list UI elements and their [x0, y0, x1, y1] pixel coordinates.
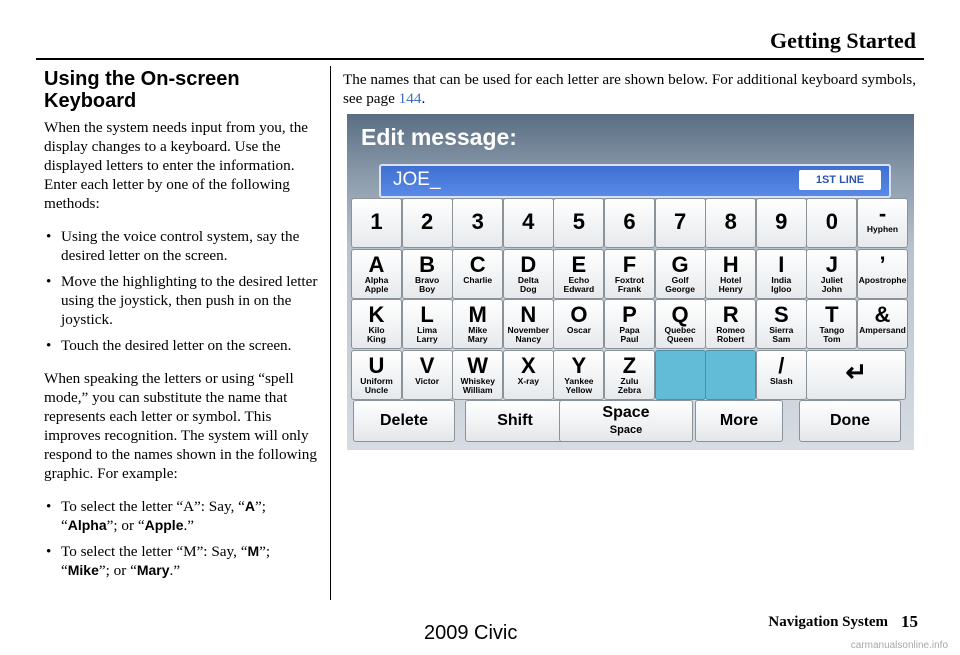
key-uniform[interactable]: U Uniform Uncle	[351, 350, 402, 400]
left-column	[44, 68, 322, 594]
footer-section: Navigation System	[768, 614, 888, 630]
key-alpha[interactable]: A Alpha Apple	[351, 249, 402, 299]
key-hotel[interactable]: H Hotel Henry	[705, 249, 756, 299]
key-quebec[interactable]: Q Quebec Queen	[655, 299, 706, 349]
header-rule	[36, 58, 924, 60]
key-ampersand[interactable]: & Ampersand	[857, 299, 908, 349]
enter-key[interactable]: ↵	[806, 350, 906, 400]
key-8[interactable]: 8	[705, 198, 756, 248]
keyboard-heading: Using the On-screen Keyboard	[44, 68, 240, 112]
key-4[interactable]: 4	[503, 198, 554, 248]
key-lima[interactable]: L Lima Larry	[402, 299, 453, 349]
key-blank[interactable]	[705, 350, 756, 400]
watermark: carmanualsonline.info	[850, 640, 948, 651]
section-title: Getting Started	[769, 28, 916, 53]
key-yankee[interactable]: Y Yankee Yellow	[553, 350, 604, 400]
key-delta[interactable]: D Delta Dog	[503, 249, 554, 299]
shift-button[interactable]: Shift	[465, 400, 565, 442]
key-hyphen[interactable]: - Hyphen	[857, 198, 908, 248]
more-button[interactable]: More	[695, 400, 783, 442]
method-touch: • Touch the desired letter on the screen.	[44, 336, 322, 355]
example-a: • To select the letter “A”: Say, “A”; “Alpha”; or “Apple.”	[44, 497, 322, 535]
space-button[interactable]: Space Space	[559, 400, 693, 442]
example-m: • To select the letter “M”: Say, “M”; “Mike”; or “Mary.”	[44, 542, 322, 580]
key-victor[interactable]: V Victor	[402, 350, 453, 400]
key-2[interactable]: 2	[402, 198, 453, 248]
model-label: 2009 Civic	[424, 622, 518, 644]
key-kilo[interactable]: K Kilo King	[351, 299, 402, 349]
spell-mode-paragraph: When speaking the letters or using “spell mode,” you can substitute the name that represents each letter or symbol. This improves recognition. The system will only respond to the names shown in the following graphic. For example:	[44, 370, 317, 482]
key-november[interactable]: N November Nancy	[503, 299, 554, 349]
method-joystick: • Move the highlighting to the desired letter using the joystick, then push in on the joystick.	[44, 272, 322, 329]
done-button[interactable]: Done	[799, 400, 901, 442]
delete-button[interactable]: Delete	[353, 400, 455, 442]
key-romeo[interactable]: R Romeo Robert	[705, 299, 756, 349]
right-intro: The names that can be used for each letter are shown below. For additional keyboard symbols, see page 144.	[343, 71, 917, 107]
key-apostrophe[interactable]: ’ Apostrophe	[857, 249, 908, 299]
key-echo[interactable]: E Echo Edward	[553, 249, 604, 299]
message-value: JOE_	[393, 169, 441, 190]
message-input[interactable]	[379, 164, 891, 198]
page-number: 15	[901, 612, 918, 631]
key-3[interactable]: 3	[452, 198, 503, 248]
key-6[interactable]: 6	[604, 198, 655, 248]
key-7[interactable]: 7	[655, 198, 706, 248]
keyboard-screen	[347, 114, 914, 450]
key-sierra[interactable]: S Sierra Sam	[756, 299, 807, 349]
intro-paragraph: When the system needs input from you, the display changes to a keyboard. Use the displayed letters to enter the information. Enter each letter by one of the following methods:	[44, 119, 309, 212]
key-oscar[interactable]: O Oscar	[553, 299, 604, 349]
key-whiskey[interactable]: W Whiskey William	[452, 350, 503, 400]
example-list	[44, 497, 322, 580]
key-mike[interactable]: M Mike Mary	[452, 299, 503, 349]
key-papa[interactable]: P Papa Paul	[604, 299, 655, 349]
key-foxtrot[interactable]: F Foxtrot Frank	[604, 249, 655, 299]
key-tango[interactable]: T Tango Tom	[806, 299, 857, 349]
key-golf[interactable]: G Golf George	[655, 249, 706, 299]
edit-message-title: Edit message:	[361, 124, 517, 150]
page-link[interactable]: 144	[398, 90, 422, 107]
key-charlie[interactable]: C Charlie	[452, 249, 503, 299]
key-1[interactable]: 1	[351, 198, 402, 248]
method-list	[44, 227, 322, 355]
method-voice: • Using the voice control system, say the desired letter on the screen.	[44, 227, 322, 265]
key-x-ray[interactable]: X X-ray	[503, 350, 554, 400]
key-blank[interactable]	[655, 350, 706, 400]
key-slash[interactable]: / Slash	[756, 350, 807, 400]
key-0[interactable]: 0	[806, 198, 857, 248]
key-juliet[interactable]: J Juliet John	[806, 249, 857, 299]
column-divider	[330, 66, 331, 600]
key-zulu[interactable]: Z Zulu Zebra	[604, 350, 655, 400]
first-line-button[interactable]: 1ST LINE	[799, 170, 881, 190]
key-5[interactable]: 5	[553, 198, 604, 248]
key-9[interactable]: 9	[756, 198, 807, 248]
key-bravo[interactable]: B Bravo Boy	[402, 249, 453, 299]
key-india[interactable]: I India Igloo	[756, 249, 807, 299]
